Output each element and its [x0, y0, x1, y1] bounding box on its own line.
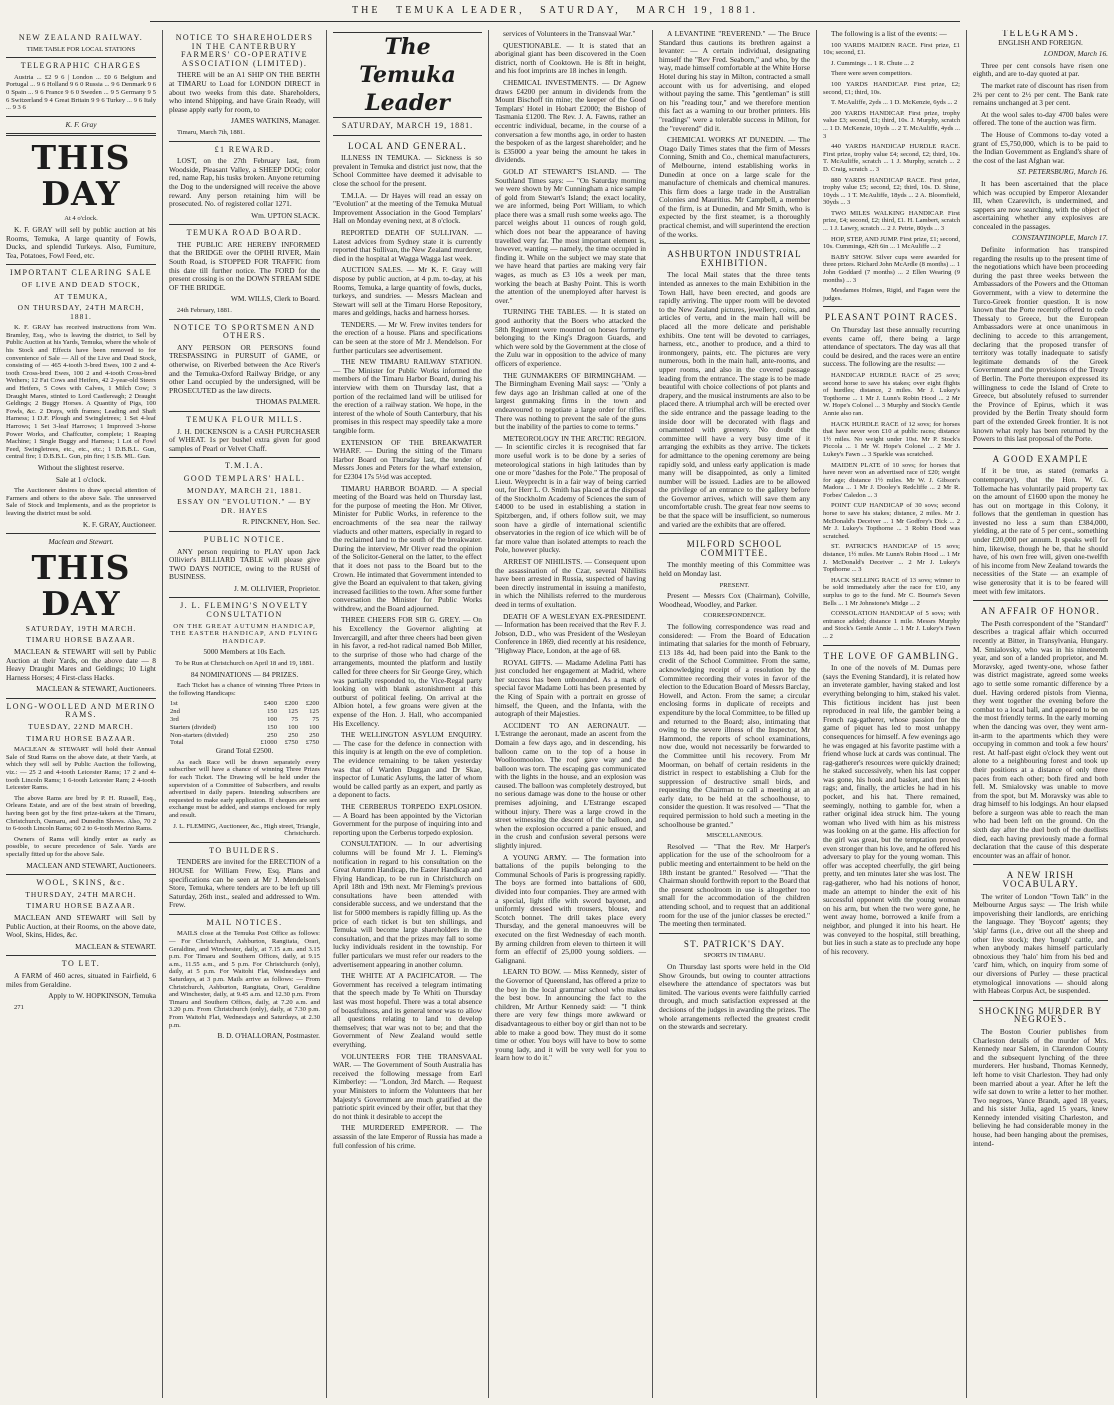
- road-board-heading: TEMUKA ROAD BOARD.: [186, 228, 303, 238]
- ohalloran-signature: B. D. O'HALLORAN, Postmaster.: [217, 1031, 320, 1041]
- article-paragraph: The following correspondence was read and considered: — From the Board of Education intimating that salaries for the month of February, £13 18s 4d, had been paid into the Bank to the credit of the School Committee. From the same, acknowledging receipt of a resolution by the Committee recording their votes in favor of the election to the Education Board of Messrs Barclay, Howell, and Acton. From the same; a circular enclosing forms in duplicate of receipts and expenditure by the local Committee, to be filled up and returned to the Board; also, intimating that owing to the severe illness of the Inspector, Mr Hammond, the reports of school examinations, now due, would not necessarily be forwarded to the Committee until his recovery. From Mr Moorman, on behalf of certain residents in the district in respect to establishing a Club for the suppression of destructive small birds, and requesting the Chairman to call a meeting at an early date, to be held at the schoolhouse, to consider the question. It was resolved — "That the required permission to hold such a meeting in the schoolhouse be granted.": [659, 622, 810, 829]
- page-masthead: [150, 4, 960, 22]
- article-paragraph: T.M.I.A. — Dr Hayes will read an essay on "Evolution" at the meeting of the Temuka Mutual Improvement Association in the Good Templars' Hall on Monday evening next, at 8 o'clock.: [333, 190, 482, 226]
- wool-heading: WOOL, SKINS, &c.: [36, 878, 126, 888]
- event-result: HOP, STEP, AND JUMP. First prize, £1; second, 10s. Cummings, 42ft 6in ... 1 McAuliffe ... 2: [823, 235, 960, 251]
- maclean-signature-2: MACLEAN AND STEWART, Auctioneers.: [26, 860, 156, 870]
- event-result: 440 YARDS HANDICAP HURDLE RACE. First prize, trophy value £4; second, £2; third, 10s. T. McAuliffe, scratch ... 1 J. Murphy, scratch ... 2 D. Craig, scratch ... 3: [823, 143, 960, 173]
- sale-time: Sale at 1 o'clock.: [55, 474, 107, 484]
- race-result: HACK SELLING RACE of 13 sovs; winner to be sold immediately after the race for £10, any surplus to go to the fund. Mr C. Bourne's Seven Bells ... 1 Mr Johnstone's Midge ... 2: [823, 576, 960, 607]
- article-paragraph: CHEMICAL WORKS AT DUNEDIN. — The Otago Daily Times states that the firm of Messrs Conning, Smith and Co., chemical manufacturers, of Melbourne, intend establishing works in Dunedin at once on a large scale for the manufacture of chemicals and chemical manures. This firm does a large trade in the Australian Colonies and Mauritius. Mr Campbell, a member of the firm, is at Dunedin, and Mr Smith, who is expected by the first steamer, is a thoroughly practical chemist, and will superintend the erection of the works.: [659, 135, 810, 239]
- correspondence-heading: CORRESPONDENCE.: [703, 612, 766, 620]
- article-paragraph: GOLD AT STEWART'S ISLAND. — The Southland Times says: — "On Saturday morning we were shown by Mr Cunningham a nice sample of gold from Stewart's Island; the exact locality, we are informed, being Port William, to which place there was a small rush some weeks ago. The parcel weighs about 11 ounces of rough gold, which does not bear the appearance of having travelled very far. The most important element is, however, wanting — namely, the time occupied in finding it. While on the subject we may state that we have heard that parties are making very fair wages, as much as £3 10s a week per man, working the beach at Bashy Point. This is worth the attention of the unemployed after harvest is over.": [495, 166, 646, 305]
- masthead-title: TEMUKA LEADER,: [395, 5, 525, 16]
- gray-auctioneer: K. F. GRAY, Auctioneer.: [82, 519, 156, 529]
- auctioneer-note: The Auctioneer desires to draw special attention of Farmers and others to the above Sale. The unreserved Sale of Stock and Implements, and as the proprietor is leaving the district must be sold.: [6, 487, 156, 517]
- article-paragraph: QUESTIONABLE. — It is stated that an aboriginal giant has been discovered in the Coen district, north of Cooktown. He is 8ft in height, and his foot imprints are 18 inches in length.: [495, 40, 646, 76]
- event-result: 100 YARDS MAIDEN RACE. First prize, £1 10s; second, £1.: [823, 41, 960, 57]
- this-day-heading-2: THIS DAY: [31, 547, 131, 623]
- road-board-body: THE PUBLIC ARE HEREBY INFORMED that the BRIDGE over the OPIHI RIVER, Main South Road, is STOPPED FOR TRAFFIC from this date till further notice. The FORD for the present crossing is on the DOWN STREAM SIDE OF THE BRIDGE.: [169, 239, 320, 292]
- builders-heading: TO BUILDERS.: [209, 845, 280, 855]
- race-result: CONSOLATION HANDICAP of 5 sovs; with entrance added; distance 1 mile. Messrs Murphy and Stock's Gentle Annie ... 1 Mr J. Lukey's Fawn ... 2: [823, 610, 960, 640]
- tuesday-date: TUESDAY, 22ND MARCH.: [28, 722, 134, 732]
- dateline: CONSTANTINOPLE, March 17.: [1011, 233, 1108, 243]
- article-paragraph: Definite information has transpired regarding the results up to the present time of the negotiations which have been proceeding during the past three weeks between the Ambassadors of the Powers and the Ottoman Government, with a view to determine the Turco-Greek frontier question. It is now known that the Porte recently offered to cede Thessaly to Greece, but the European Ambassadors were at once unanimous in declining to accede to this arrangement, declaring that the proposed transfer of territory was totally inadequate to satisfy legitimate demands of the Greek Government and the provisions of the Treaty of Berlin. The Porte thereupon expressed its willingness to cede the Island of Crete to Greece, but absolutely refused to surrender the Province of Epirus, which it was provided by the Berlin Treaty should form part of the extended Greek frontier. It is not known what reply has been returned by the Powers to this last proposal of the Porte.: [973, 245, 1108, 444]
- wool-ad: MACLEAN AND STEWART will Sell by Public Auction, at their Rooms, on the above date, Wool, Skins, Hides, &c.: [6, 912, 156, 940]
- gambling-heading: THE LOVE OF GAMBLING.: [823, 650, 960, 661]
- builders-body: TENDERS are invited for the ERECTION of a HOUSE for William Frew, Esq. Plans and specifications can be seen at Mr J. Mendelson's Store, Temuka, where tenders are to be left up till Saturday, 26th inst., sealed and addressed to Wm. Frew.: [169, 857, 320, 910]
- article-paragraph: The market rate of discount has risen from 2¾ per cent to 2½ per cent. The Bank rate remains unchanged at 3 per cent.: [973, 80, 1108, 108]
- article-paragraph: ACCIDENT TO AN AERONAUT. — L'Estrange the aeronaut, made an ascent from the Domain a few days ago, and in descending, his balloon came on to the top of a house in Woolloomooloo. The roof gave way and the balloon was torn. The escaping gas communicated with the lights in the house, and an explosion was caused. The balloon was completely destroyed, but no serious damage was done to the house or other premises adjoining, and L'Estrange escaped without injury. There was a large crowd in the street witnessing the descent of the balloon, and when the explosion occurred a panic ensued, and in the crush and confusion several persons were slightly injured.: [495, 720, 646, 851]
- article-paragraph: At the wool sales to-day 4700 bales were offered. The tone of the auction was firm.: [973, 109, 1108, 128]
- good-templars-heading: GOOD TEMPLARS' HALL.: [183, 473, 306, 483]
- wills-date: 24th February, 1881.: [177, 307, 232, 315]
- article-paragraph: THE WELLINGTON ASYLUM ENQUIRY. — The case for the defence in connection with this inquiry is at length on the eve of completion. The evidence remaining to be taken yesterday was that of Warden Duggan and Dr Skae, inspector of Lunatic Asylums, the latter of whom would be called partly as an expert, and partly as a deponent to facts.: [333, 730, 482, 800]
- tmia-heading: T.M.I.A.: [224, 461, 265, 471]
- article-paragraph: METEOROLOGY IN THE ARCTIC REGION. — In scientific circles it is recognised that far more useful work is to be done by a series of meteorological stations in high latitudes than by one or more "dashes for the Pole." The proposal of Lieut. Weyprecht is in a fair way of being carried out, for Herr L. O. Smith has placed at the disposal of the Stockholm Academy of Sciences the sum of £4000 to be used in establishing a station in Spitzbergen, and, if others follow suit, we may soon have a girdle of international scientific observatories in the region of ice which will be of far more value than isolated attempts to reach the Pole, however plucky.: [495, 433, 646, 555]
- event-result: BABY SHOW. Silver cups were awarded for three prizes. Richard John McArdle (8 months) ... 1 John Goddard (7 months) ... 2 Ellen Wearing (9 months) ... 3: [823, 253, 960, 284]
- rams-body: The above Rams are bred by P. H. Russell, Esq., Orleans Estate, and are of the best strain of breeding, having been got by the first prize-takers at the Timaru, Christchurch, Oamaru, and Dunedin Shows. Also, 70 2 to 6-tooth Lincoln Rams; 60 2 to 6-tooth Merino Rams.: [6, 794, 156, 833]
- maclean-signature: MACLEAN & STEWART, Auctioneers.: [36, 684, 156, 694]
- rail-heading: NEW ZEALAND RAILWAY.: [18, 33, 144, 42]
- dateline: LONDON, March 16.: [1043, 49, 1108, 59]
- farm-ad: A FARM of 460 acres, situated in Fairfield, 6 miles from Geraldine.: [6, 970, 156, 989]
- sportsmen-body: ANY PERSON OR PERSONS found TRESPASSING in PURSUIT of GAME, or otherwise, on Riverbed between the Ace River's and the Temuka-Oxford Railway Bridge, or any other Land occupied by the undersigned, will be PROSECUTED as the law directs.: [169, 342, 320, 395]
- event-result: There were seven competitors.: [831, 70, 912, 78]
- article-paragraph: The following is a list of the events: —: [831, 30, 947, 38]
- race-result: HANDICAP HURDLE RACE of 25 sovs; second horse to save his stakes; over eight flights of hurdles; distance, 2 miles. Mr J. Lukey's Topthorne ... 1 Mr J. Lunn's Robin Hood ... 2 Mr W. Hope's Colonel ... 3 Murphy and Stock's Gentle Annie also ran.: [823, 371, 960, 417]
- watkins-signature: JAMES WATKINS, Manager.: [231, 116, 320, 126]
- maclean-ad: MACLEAN & STEWART will sell by Public Auction at their Yards, on the above date — 8 Heavy Draught Mares and Geldings; 10 Light Harness Horses; 4 First-class Hacks.: [6, 646, 156, 682]
- article-paragraph: ARREST OF NIHILISTS. — Consequent upon the assassination of the Czar, several Nihilists have been arrested in Russia, suspected of having been directly instrumental in issuing a manifesto, in which the Nihilists referred to the murderous deed in terms of exultation.: [495, 557, 646, 609]
- article-paragraph: LEARN TO BOW. — Miss Kennedy, sister of the Governor of Queensland, has offered a prize to the boy in the local grammar school who makes the best bow. In announcing the fact to the children, Mr Arthur Kennedy said: — "I think there are very few things more awkward or disadvantageous to either boy or girl than not to be able to make a good bow. They must do it some time or other. You boys will have to bow to some young lady, and it will be very well for you to learn how to do it.": [495, 967, 646, 1063]
- misc-heading: MISCELLANEOUS.: [706, 832, 763, 840]
- article-paragraph: The House of Commons to-day voted a grant of £5,750,000, which is to be paid to the Indian Government as England's share of the cost of the last Afghan war.: [973, 129, 1108, 165]
- good-example-heading: A GOOD EXAMPLE: [992, 453, 1089, 464]
- article-paragraph: THE CERBERUS TORPEDO EXPLOSION. — A Board has been appointed by the Victorian Government for the purpose of inquiring into and reporting upon the Cerberus torpedo explosion.: [333, 801, 482, 837]
- article-paragraph: It has been ascertained that the place which was occupied by Emperor Alexander III, when Czarevitch, is undermined, and sappers are now searching, with the object of ascertaining whether any explosives are concealed in the passages.: [973, 178, 1108, 231]
- article-paragraph: THE MURDERED EMPEROR. — The assassin of the late Emperor of Russia has made a full confession of his crime.: [333, 1123, 482, 1150]
- clearing-sale-date: ON THURSDAY, 24TH MARCH, 1881.: [17, 303, 145, 321]
- article-paragraph: TIMARU HARBOR BOARD. — A special meeting of the Board was held on Thursday last, for the purpose of meeting the Hon. Mr Oliver, Minister for Public Works, in reference to the encroachments of the sea near the railway viaducts and other matters, especially in regard to the reclaimed land to the south of the breakwater. During the interview, Mr Oliver read the opinion of the Solicitor-General on the latter, to the effect that it does not pass to the Board but to the Crown. He intimated that Government intended to give the Board an equivalent to that taken, giving increased facilities to the town. After some further conversation the Minister for Public Works withdrew, and the Board adjourned.: [333, 483, 482, 613]
- ad-code: 271: [14, 1003, 24, 1011]
- shareholders-notice-body: THERE will be an A1 SHIP ON THE BERTH at TIMARU to Load for LONDON DIRECT in about two weeks from this date. Shareholders, who intend Shipping, and have Grain Ready, will please apply early for room, to: [169, 70, 320, 114]
- dateline: ST. PETERSBURG, March 16.: [1017, 167, 1108, 177]
- clearing-sale-place: AT TEMUKA,: [53, 291, 109, 301]
- event-result: T. McAuliffe, 2yds ... 1 D. McKenzie, 6yds ... 2: [831, 99, 958, 107]
- article-paragraph: AUCTION SALES. — Mr K. F. Gray will dispose by public auction, at 4 p.m. to-day, at his Rooms, Temuka, a large quantity of fowls, ducks, turkeys, and sundries. — Messrs Maclean and Stewart will sell at the Timaru Horse Repository, mares and geldings, hacks and harness horses.: [333, 265, 482, 318]
- merino-heading: LONG-WOOLLED AND MERINO RAMS.: [6, 701, 156, 720]
- milford-heading: MILFORD SCHOOL COMMITTEE.: [686, 539, 783, 558]
- pinckney-signature: R. PINCKNEY, Hon. Sec.: [242, 517, 320, 527]
- article-paragraph: ROYAL GIFTS. — Madame Adelina Patti has just concluded her engagement at Madrid, where her success has been unbounded. As a mark of special favor Madame Lotti has been presented by the King of Spain with a portrait en grosse of himself, the Queen, and the Infanta, with the autograph of their Majesties.: [495, 657, 646, 719]
- masthead-date: MARCH 19, 1881.: [636, 5, 758, 16]
- thursday-date: THURSDAY, 24TH MARCH.: [25, 889, 137, 899]
- fleming-signature: J. L. FLEMING, Auctioneer, &c., High street, Triangle, Christchurch.: [173, 822, 320, 838]
- race-result: HACK HURDLE RACE of 12 sovs; for horses that have never won £10 at public races; distance 1½ miles. No weight under 10st. Mr P. Stock's Piccola ... 1 Mr W. Hope's Colonel ... 2 Mr J. Lukey's Fawn ... 3 Sparkle was scratched.: [823, 420, 960, 458]
- murder-heading: SHOCKING MURDER BY NEGROES.: [978, 1005, 1103, 1025]
- maclean-signature-3: MACLEAN & STEWART.: [75, 941, 156, 951]
- ollivier-signature: J. M. OLLIVIER, Proprietor.: [233, 583, 320, 593]
- sportsmen-heading: NOTICE TO SPORTSMEN AND OTHERS.: [173, 322, 316, 341]
- gray-signature: K. F. Gray: [65, 119, 97, 129]
- fleming-sub: ON THE GREAT AUTUMN HANDICAP, THE EASTER HANDICAP, AND FLYING HANDICAP.: [170, 622, 319, 645]
- maclean-sub: Maclean and Stewart.: [48, 537, 114, 547]
- ashburton-heading: ASHBURTON INDUSTRIAL EXHIBITION.: [667, 249, 802, 268]
- article-paragraph: The writer of London "Town Talk" in the Melbourne Argus says: — The Irish while impoverishing their landlords, are enriching the language. They 'Boycott' agents; they 'skip' farms (i.e., drive out all the sheep and other live stock); they 'hough' cattle, and when anybody makes himself particularly obnoxious they 'halo' him from his bed and 'card' him, which, on inquiry from some of our diversions of Purley — these practical etymological innovations — should along with Habeas Corpus Act, be suspended.: [973, 891, 1108, 996]
- horse-bazaar-3: TIMARU HORSE BAZAAR.: [26, 901, 136, 911]
- article-paragraph: Resolved — "That the Rev. Mr Harper's application for the use of the schoolroom for a public meeting and entertainment to be held on the 18th instant be granted." Resolved — "That the Chairman should forthwith report to the Board that the present schoolroom in use is altogether too small for the accommodation of the children attending school, and to request that an additional room for the use of the junior classes be erected." The meeting then terminated.: [659, 841, 810, 929]
- owners-note: Owners of Rams will kindly enter as early as possible, to secure precedence of Sale. Yards are specially fitted up for the above Sale.: [6, 835, 156, 858]
- column-3: [326, 30, 488, 1398]
- article-paragraph: The Boston Courier publishes from Charleston details of the murder of Mrs. Kennedy near Salem, in Clarendon County and the subsequent lynching of the three murderers. Her husband, Thomas Kennedy, left home to visit Charleston. They had only been married about a year. After he left the wife sat down to write a letter to her mother. Two negroes, Vance Brandt, aged 18 years, and his sister Julia, aged 15 years, knew Kennedy intended visiting Charleston, and believing he had considerable money in the house, had been hanging about the premises, intend-: [973, 1026, 1108, 1148]
- slack-signature: Wm. UPTON SLACK.: [251, 210, 320, 220]
- masthead-left: THE: [352, 5, 381, 16]
- affair-honor-heading: AN AFFAIR OF HONOR.: [980, 606, 1101, 617]
- sports-subheading: SPORTS IN TIMARU.: [703, 952, 766, 960]
- article-paragraph: CONSULTATION. — In our advertising columns will be found Mr J. L. Fleming's notification in regard to his consultation on the Great Autumn Handicap, the Easter Handicap and Flying Handicap, to be run in Christchurch on April 18th and 19th next. Mr Fleming's previous consultations have been attended with considerable success, and we understand that the list for 5000 members is rapidly filling up. As the price of each ticket is but ten shillings, and Temuka will become large shareholders in the consultation, and that the prizes may fall to some lucky individuals resident in the township. For fuller particulars we must refer our readers to the advertisement appearing in another column.: [333, 839, 482, 969]
- palmer-signature: THOMAS PALMER.: [255, 397, 320, 407]
- fleming-members: 5000 Members at 10s Each.: [203, 647, 286, 657]
- article-paragraph: CHEMICAL INVESTMENTS. — Dr Agnew draws £4200 per annum in dividends from the Mount Bischoff tin mine; the keeper of the Good Templars' Hotel in Hobart £2000; the Bishop of Tasmania £1200. The Rev. J. A. Fawns, rather an eccentric individual, became, in the course of a conversation a few months ago, in order to hasten the bespoken of as the largest shareholder; and he is £35000 a year being the amount he takes in dividends.: [495, 77, 646, 165]
- article-paragraph: REPORTED DEATH OF SULLIVAN. — Latest advices from Sydney state it is currently reported that Sullivan, the New Zealand murderer, died in the hospital at Wagga Wagga last week.: [333, 227, 482, 263]
- hall-date: MONDAY, MARCH 21, 1881.: [187, 485, 302, 495]
- saturday-date: SATURDAY, 19TH MARCH.: [25, 623, 137, 633]
- article-paragraph: THE WHITE AT A PACIFICATOR. — The Government has received a telegram intimating that the speech made by Te Whiti on Thursday last was most hopeful. There was a total absence of boastfulness, and its general tenor was to allow all questions relating to land to develop themselves; that war was not to be; and that the Government of New Zealand would settle everything.: [333, 971, 482, 1049]
- rams-ad: MACLEAN & STEWART will hold their Annual Sale of Stud Rams on the above date, at their Yards, at which they will sell by Public Auction the following, viz.: — 25 2 and 4-tooth Leicester Rams; 17 2 and 4-tooth Lincoln Rams; 1 6-tooth Leicester Ram; 2 4-tooth Leicester Rams.: [6, 746, 156, 792]
- column-1: [0, 30, 162, 1398]
- nominations: 84 NOMINATIONS — 84 PRIZES.: [190, 669, 299, 679]
- fleming-body: As each Race will be drawn separately every subscriber will have a chance of winning Three Prizes for each Ticket. The Drawing will be held under the supervision of a Committee of Subscribers, and results advertised in daily papers. Intending subscribers are requested to make early application. If cheques are sent exchange must be added, and stamps enclosed for reply and result.: [169, 758, 320, 819]
- article-paragraph: THE GUNMAKERS OF BIRMINGHAM. — The Birmingham Evening Mail says: — "Only a few days ago an Irishman called at one of the largest gunmaking firms in the town and endeavoured to negotiate a large order for rifles. There was nothing to prevent the sale of the guns but the inability of the parties to come to terms.": [495, 370, 646, 432]
- article-paragraph: The Pesth correspondent of the "Standard" describes a tragical affair which occurred recently at Bitter, in Transylvania, Hungary. M. Smialovsky, who was in his nineteenth year, and son of a landed proprietor, and M. Moravsky, aged twenty-one, whose father was district magistrate, agreed some weeks ago to settle some romantic difference by a duel. Having ordered pistols from Vienna, they went together the evening before the combat to a local ball, and appeared to be on the most friendly terms. In the early morning when the dancing was over, they went arm-in-arm to the apartments which they were occupying in common and took a few hours' rest. At half-past eight o'clock they went out alone to a neighbouring forest and took up their positions at a distance of only three paces from each other; both fired and both fell. M. Smialovsky was unable to move from the spot, but M. Moravsky was able to drag himself to his lodgings. An hour elapsed before a surgeon was able to reach the man who had been left on the ground. On the sixth day after the duel both of the duellists died, each having previously made a formal declaration that the cause of this desperate encounter was an affair of honor.: [973, 618, 1108, 860]
- article-paragraph: In one of the novels of M. Dumas pere (says the Evening Standard), it is related how an inveterate gambler, having staked and lost everything belonging to him, staked his valet. This fictitious incident has just been reproduced in real life, the gambler being a French rag-gatherer, whose passion for the game of piquet has led to most unhappy consequences for himself. A few evenings ago he was engaged at his favorite pastime with a friend whose luck at cards was continual. The rag-gatherer's resources were quickly drained; he staked successively, when his last copper was gone, his hook and basket, and then his rags; and, finally, the articles he had in his pocket, and his hat. There remained, seemingly, nothing to gamble for, when a rather original idea struck him. The young woman who lived with him as his mistress was looking on at the game. His affection for the girl was great, but the temptation proved even stronger than his love, and he offered his adversary to play for the young woman. This offer was accepted cheerfully, the girl being pretty, and ten minutes later she was lost. The rag-gatherer, who had his notions of honor, made an attempt to hinder the exit of his successful opponent with the young woman on his arm, but when the two were gone, he went away home, borrowed a knife from a neighbor, and plunged it into his heart. He was conveyed to the hospital, still breathing, but lies in such a state as to preclude any hope of his recovery.: [823, 663, 960, 956]
- telegrams-heading: TELEGRAMS.: [1001, 30, 1080, 39]
- clearing-sale-sub: OF LIVE AND DEAD STOCK,: [21, 279, 141, 289]
- present-heading: PRESENT.: [719, 581, 750, 589]
- at-clock: At 4 o'clock.: [64, 215, 98, 223]
- article-paragraph: TENDERS. — Mr W. Frew invites tenders for the erection of a house. Plans and specifications can be seen at the store of Mr J. Mendelson. For further particulars see advertisement.: [333, 319, 482, 355]
- hopkinson-apply: Apply to W. HOPKINSON, Temuka: [48, 991, 156, 1001]
- telegraph-charges: Austria ... £2 9 6 | London ... £0 6 Belgium and Portugal ... 9 6 Holland 9 6 0 Russia ... 9 6 Denmark 9 6 0 Spain ... 9 6 France 9 6 0 Sweden ... 9 5 Germany 9 5 6 Switzerland 9 4 Great Britain 9 9 6 Turkey ... 9 6 Italy ... 9 3 6: [6, 73, 156, 112]
- article-paragraph: If it be true, as stated (remarks a contemporary), that the Hon. W. G. Tollemache has voluntarily paid property tax on the amount of £1600 upon the money he has out on mortgage in this Colony, it follows that the gentleman in question has invested no less a sum than £384,000, yielding, at the rate of 5 per cent., something under £20,000 per annum. It speaks well for him, likewise, though he be, that he should have, of his own free will, given one-twelfth of his income from New Zealand towards the necessities of the State — an example of wise generosity that it is to be feared will meet with few imitators.: [973, 466, 1108, 596]
- race-result: POINT CUP HANDICAP of 30 sovs; second horse to save his stakes; distance, 2 miles. Mr J. McDonald's Deceiver ... 1 Mr Godfrey's Dick ... 2 Mr J. Lukey's Topthorne ... 3 Robin Hood was scratched.: [823, 502, 960, 540]
- article-paragraph: The local Mail states that the three tents intended as annexes to the main Exhibition in the Town Hall, have been erected, and goods are rapidly arriving. The upper room will be devoted to the New Zealand pictures, jewellery, coins, and articles of vertu, and in the main hall will be placed all the more delicate and perishable exhibits. One tent will be devoted to carriages, harness, etc., another to produce, and a third to ironmongery, paints, etc. The pictures are very numerous, both in the main hall, ante-rooms, and upper rooms, and also in the covered passage leading from the entrance. The stage is to be made beautiful with choice collections of pot plants and drapery, and the musical instruments are also to be placed there. A triumphal arch will be erected over the side entrance and the passage leading to the inside door will be decorated with flags and ornamented with greenery. No doubt the committee will have a very busy time of it arranging the exhibits as they arrive. The tickets for admittance to the opening ceremony are being rapidly sold, and unless early application is made many will be disappointed, as only a limited number will be issued. Ladies are to be allowed the privilege of an entrance to the gallery before the Governor arrives, which will save them any uncomfortable crush. The great fear now seems to be that the space will be insufficient, so numerous and varied are the exhibits that are offered.: [659, 270, 810, 529]
- local-general-heading: LOCAL AND GENERAL.: [347, 140, 467, 151]
- reward-heading: £1 REWARD.: [214, 144, 275, 154]
- this-day-heading: THIS DAY: [31, 138, 131, 214]
- fleming-note: Each Ticket has a chance of winning Three Prizes in the following Handicaps:: [169, 682, 320, 697]
- event-result: TWO MILES WALKING HANDICAP. First prize, £4; second, £2; third, £1. H. Lambert, scratch ... 1 J. Lawry, scratch ... 2 J. Petrie, 80yds ... 3: [823, 209, 960, 233]
- flour-mills-heading: TEMUKA FLOUR MILLS.: [186, 414, 303, 424]
- telegraph-heading: TELEGRAPHIC CHARGES: [20, 61, 142, 71]
- table-row: Total £1000 £750 £750: [170, 739, 319, 747]
- st-patricks-heading: ST. PATRICK'S DAY.: [683, 938, 786, 949]
- race-result: MAIDEN PLATE of 10 sovs; for horses that have never won an advertised race of £20; weight for age; distance 1½ miles. Mr W. J. Gibson's Madora ... 1 Mr J. Dooley's Redcliffe ... 2 Mr R. Forbes' Caledon ... 3: [823, 461, 960, 499]
- fleming-heading: J. L. FLEMING'S NOVELTY CONSULTATION: [180, 601, 309, 620]
- shareholders-notice-heading: NOTICE TO SHAREHOLDERS IN THE CANTERBURY FARMERS' CO-OPERATIVE ASSOCIATION (LIMITED).: [175, 33, 314, 68]
- event-result: J. Cummings ... 1 R. Chute ... 2: [831, 59, 914, 67]
- wills-signature: WM. WILLS, Clerk to Board.: [230, 294, 320, 304]
- newspaper-nameplate: The Temuka Leader: [333, 32, 482, 118]
- essay-line: ESSAY ON "EVOLUTION." — BY DR. HAYES: [177, 497, 312, 515]
- fleming-run: To be Run at Christchurch on April 18 and 19, 1881.: [175, 660, 314, 668]
- mail-body: MAILS close at the Temuka Post Office as follows: — For Christchurch, Ashburton, Rangitata, Orari, Geraldine, and Winchester, daily, at 7.15 a.m. and 3.15 p.m. For Timaru and Southern Offices, daily, at 9.15 a.m., 11.55 a.m., and 5 p.m. For Christchurch (only), daily, at 5 p.m. For Waitohi Flat, Wednesdays and Saturdays, at 3 p.m. Mails arrive as follows: — From Christchurch, Ashburton, Rangitata, Orari, Geraldine and Winchester, daily, at 9.45 a.m. and 12.30 p.m. From Timaru and Southern Offices, daily, at 7.20 a.m. and 3.20 p.m. From Christchurch (only), daily, at 7.30 p.m. From Waitohi Flat, Wednesdays and Saturdays, at 2.30 p.m.: [169, 930, 320, 1029]
- public-notice-body: ANY person requiring to PLAY upon Jack Ollivier's BILLIARD TABLE will please give TWO DAYS NOTICE, owing to the RUSH of BUSINESS.: [169, 546, 320, 582]
- column-4: [488, 30, 652, 1398]
- flour-mills-body: J. H. DICKENSON is a CASH PURCHASER of WHEAT. 1s per bushel extra given for good samples of Pearl or Velvet Chaff.: [169, 426, 320, 453]
- article-paragraph: EXTENSION OF THE BREAKWATER WHARF. — During the sitting of the Timaru Harbor Board on Thursday last, the tender of Messrs Jones and Peters for the wharf extension, for £2304 17s 5½d was accepted.: [333, 437, 482, 481]
- pleasant-point-heading: PLEASANT POINT RACES.: [824, 312, 959, 323]
- reward-body: LOST, on the 27th February last, from Woodside, Pleasant Valley, a SHEEP DOG; color red, name Rap, his tusks broken. Anyone returning the Dog to the undersigned will receive the above reward. Any person retaining him will be prosecuted. No. of registered collar 1271.: [169, 156, 320, 209]
- mail-heading: MAIL NOTICES.: [206, 917, 283, 927]
- event-result: 880 YARDS HANDICAP RACE. First prize, trophy value £5; second, £2; third, 10s. D. Shine, 10yds ... 1 T. McAuliffe, 18yds ... 2 A. Bloomfield, 30yds ... 3: [823, 176, 960, 207]
- article-paragraph: On Thursday last sports were held in the Old Show Grounds, but owing to counter attractions elsewhere the attendance of spectators was but limited. The various events were faithfully carried through, and much satisfaction expressed at the decisions of the judges in awarding the prizes. The whole arrangements reflected the greatest credit on the stewards and secretary.: [659, 961, 810, 1032]
- column-6: [816, 30, 966, 1398]
- article-paragraph: services of Volunteers in the Transvaal War.": [503, 30, 636, 38]
- article-paragraph: TURNING THE TABLES. — It is stated on good authority that the Boers who attacked the 58th Regiment were mounted on horses formerly belonging to the King's Dragoon Guards, and which were sold by the Government at the close of the Zulu war in opposition to the advice of many officers of experience.: [495, 307, 646, 368]
- no-reserve: Without the slightest reserve.: [37, 462, 125, 472]
- article-paragraph: THE NEW TIMARU RAILWAY STATION. — The Minister for Public Works informed the members of the Timaru Harbor Board, during his interview with them on Thursday last, that a portion of the reclaimed land will be utilised for the erection of a railway station. We hope, in the interest of the whole of South Canterbury, that his promises in this respect may speedily take a more tangible form.: [333, 357, 482, 435]
- gray-ad: K. F. GRAY will sell by public auction at his Rooms, Temuka, A large quantity of Fowls, Ducks, and splendid Turkeys. Also, Furniture, Tea, Potatoes, Fowl Feed, etc.: [6, 224, 156, 260]
- article-paragraph: A YOUNG ARMY. — The formation into battalions of the pupils belonging to the Communal Schools of Paris is progressing rapidly. The boys are formed into battalions of 600, divided into four companies. They are armed with a special, light rifle with sword bayonet, and uniformly dressed with trousers, blouse, and Scotch bonnet. The drill takes place every Thursday, and the general manoeuvres will be executed on the first Wednesday of each month. By arming children from eleven to thirteen it will form an effectif of 25,000 young soldiers. — Galignani.: [495, 852, 646, 965]
- prize-table: [169, 700, 320, 747]
- article-paragraph: VOLUNTEERS FOR THE TRANSVAAL WAR. — The Government of South Australia has received the following message from Earl Kimberley: — "London, 3rd March. — Request your Ministers to inform the Volunteers that her Majesty's Government are much gratified at the patriotic spirit evinced by their offer, but that they do not think it desirable to accept the: [333, 1051, 482, 1121]
- article-paragraph: THREE CHEERS FOR SIR G. GREY. — On his Excellency the Governor alighting at Invercargill, and after three cheers had been given in his favor, a red-hot radical named Bob Miller, to the surprise of those who had charge of the arrangements, mounted the platform and lustily called for three cheers for Sir George Grey, which was partially responded to, the Vice-Regal party looking on with blank astonishment at this outburst of political feeling. On arrival at the Albion hotel, a few groans were given at the expense of the Hon. J. Hall, who accompanied His Excellency.: [333, 615, 482, 728]
- grand-total: Grand Total £2500.: [215, 746, 274, 756]
- table-row: Non-starters (divided) 250 250 250: [170, 731, 319, 739]
- column-5: [652, 30, 816, 1398]
- clearing-sale-heading: IMPORTANT CLEARING SALE: [9, 268, 153, 278]
- article-paragraph: Three per cent consols have risen one eighth, and are to-day quoted at par.: [973, 60, 1108, 79]
- horse-bazaar-2: TIMARU HORSE BAZAAR.: [26, 733, 136, 743]
- watkins-date: Timaru, March 7th, 1881.: [177, 128, 245, 136]
- article-paragraph: DEATH OF A WESLEYAN EX-PRESIDENT. — Information has been received that the Rev F. J. Jobson, D.D., who was President of the Wesleyan Conference in 1869, died recently at his residence, "Highway Place, London, at the age of 68.: [495, 611, 646, 655]
- table-row: 1st £400 £200 £200: [170, 700, 319, 708]
- column-2: [162, 30, 326, 1398]
- table-row: Starters (divided) 150 100 100: [170, 723, 319, 731]
- event-result: 100 YARDS HANDICAP. First prize, £2; second, £1; third, 10s.: [823, 80, 960, 96]
- irish-vocab-heading: A NEW IRISH VOCABULARY.: [1002, 870, 1079, 890]
- article-paragraph: The monthly meeting of this Committee was held on Monday last.: [659, 560, 810, 579]
- horse-bazaar: TIMARU HORSE BAZAAR.: [26, 635, 136, 645]
- article-paragraph: ILLNESS IN TEMUKA. — Sickness is so prevalent in Temuka and district just now, that the School Committee have deemed it advisable to close the school for the present.: [333, 153, 482, 188]
- rail-subheading: TIME TABLE FOR LOCAL STATIONS: [26, 45, 136, 53]
- article-paragraph: A LEVANTINE "REVEREND." — The Bruce Standard thus cautions its brethren against a levanter: — A certain individual, designating himself the "Rev Fred. Seaborn," and who, by the way, made himself comfortable at the White Horse Hotel during his stay in Milton, contracted a small account with us for advertising, and eloped without paying the same. This "gentleman" is still on his "reading tour," and we therefore mention this fact as a warning to our brother printers. His "readings" were a tolerable success in Milton, for the "reverend" did it.: [659, 30, 810, 133]
- to-let-heading: TO LET.: [61, 959, 101, 969]
- issue-date: SATURDAY, MARCH 19, 1881.: [341, 121, 474, 130]
- column-7: [966, 30, 1114, 1398]
- clearing-sale-body: K. F. GRAY has received instructions from Wm. Bramley, Esq., who is leaving the district, to Sell by Public Auction at his Yards, Temuka, where the whole of his Stock and Effects have been removed to for convenience of Sale — All of the Live and Dead Stock, consisting of — 465 4-tooth 3-bred Ewes, 100 2 and 4-tooth Cross-bred Ewes, 100 2 and 4-tooth Cross-bred Wethers; 12 Fat Cows and Heifers, 42 2-year-old Steers and Heifers, 5 Cows with Calves, 1 Milch Cow; 3 Draught Mares, stinted to Lord Castlereagh; 2 Draught Geldings; 2 Buggy Horses. A Quantity of Pigs, 100 Fowls, &c. 2 Drays, with frames; Leading and Shaft Harness; 1 D.F. Plough and Swingletrees; 1 Set 4-leaf Harrows; 1 Set 3-leaf Harrows; 1 Improved 3-horse Power Works, and Chaffcutter, complete; 1 Reaping Machine; 1 Single Buggy and Harness; 1 Lot of Fowl Feed, Swingletrees, etc., etc., etc.; 1 D.B.B.L. Gun, central fire; 1 D.B.B.L. Gun, pin fire; 1 S.B. ML. Gun.: [6, 324, 156, 461]
- article-paragraph: Present — Messrs Cox (Chairman), Colville, Woodhead, Woodley, and Parker.: [659, 591, 810, 609]
- article-paragraph: On Thursday last these annually recurring events came off, there being a large attendance of spectators. The day was all that could be desired, and the races were an entire success. The following are the results: —: [823, 325, 960, 369]
- table-row: 3rd 100 75 75: [170, 716, 319, 723]
- event-result: 200 YARDS HANDICAP. First prize, trophy value £3; second, £1; third, 10s. J. Murphy, scratch ... 1 D. McKenzie, 10yds ... 2 T. McAuliffe, 4yds ... 3: [823, 109, 960, 140]
- public-notice-heading: PUBLIC NOTICE.: [203, 534, 286, 544]
- telegrams-subheading: ENGLISH AND FOREIGN.: [998, 37, 1083, 47]
- masthead-day: SATURDAY,: [540, 5, 621, 16]
- event-result: Mesdames Holmes, Rigid, and Fagan were the judges.: [823, 287, 960, 302]
- race-result: ST. PATRICK'S HANDICAP of 15 sovs; distance, 1½ miles. Mr Lunn's Robin Hood ... 1 Mr J. McDonald's Deceiver ... 2 Mr J. Lukey's Topthorne ... 3: [823, 543, 960, 574]
- table-row: 2nd 150 125 125: [170, 708, 319, 716]
